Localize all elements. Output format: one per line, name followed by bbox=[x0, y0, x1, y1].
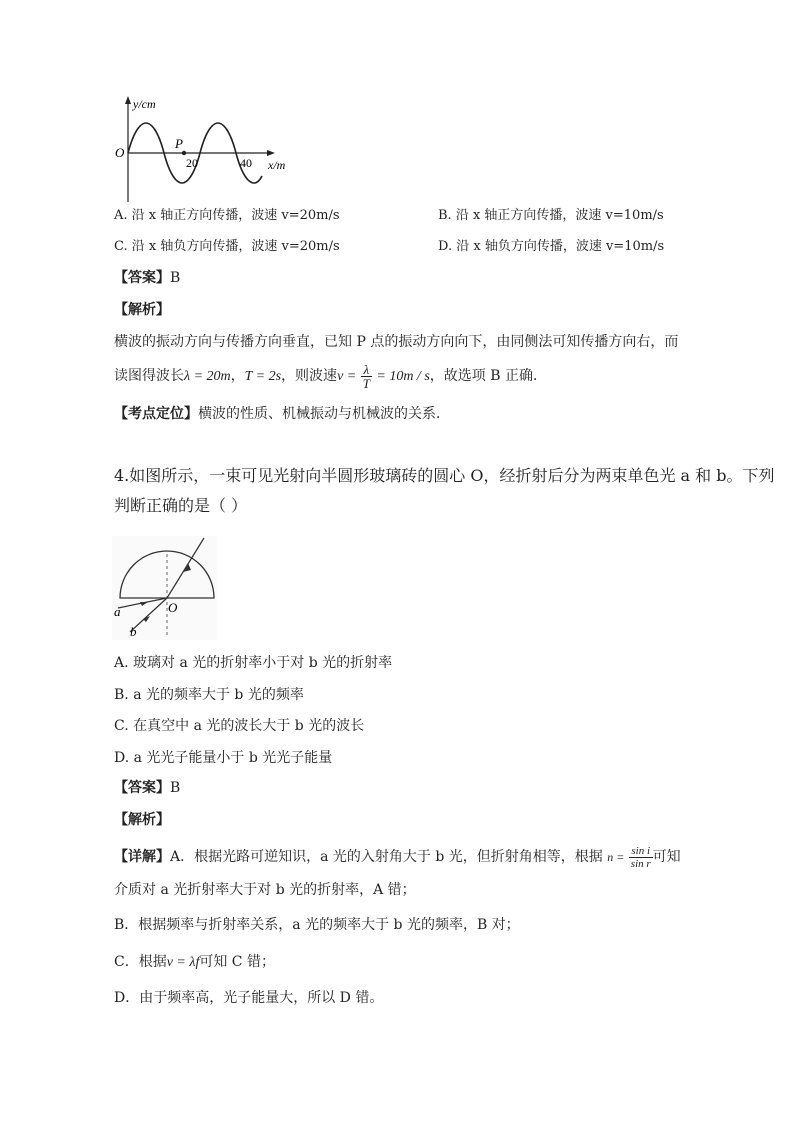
answer-value: B bbox=[170, 270, 181, 286]
q3-option-d: D. 沿 x 轴负方向传播，波速 v=10m/s bbox=[438, 239, 665, 254]
frac-den: sin r bbox=[630, 857, 651, 870]
kaodian-tag: 【考点定位】 bbox=[114, 406, 198, 422]
q4-option-c: C. 在真空中 a 光的波长大于 b 光的波长 bbox=[114, 718, 365, 734]
label-x: x/m bbox=[268, 158, 286, 172]
q3-option-b: B. 沿 x 轴正方向传播，波速 v=10m/s bbox=[438, 208, 664, 223]
q4-detail-line2: 介质对 a 光折射率大于对 b 光的折射率，A 错； bbox=[114, 882, 416, 898]
lambda-eq: λ = 20m bbox=[184, 369, 231, 384]
text: 可知 C 错； bbox=[199, 954, 275, 970]
tick-20: 20 bbox=[186, 156, 198, 170]
q4-analysis-tag: 【解析】 bbox=[114, 812, 170, 828]
text: A．根据光路可逆知识，a 光的入射角大于 b 光，但折射角相等，根据 bbox=[170, 849, 603, 865]
text: C．根据 bbox=[114, 954, 167, 970]
text: 读图得波长 bbox=[114, 368, 184, 384]
q3-answer bbox=[114, 268, 180, 288]
tick-40: 40 bbox=[240, 156, 252, 170]
label-a: a bbox=[114, 604, 121, 619]
q3-option-c: C. 沿 x 轴负方向传播，波速 v=20m/s bbox=[114, 239, 340, 254]
q4-option-b: B. a 光的频率大于 b 光的频率 bbox=[114, 687, 304, 703]
answer-tag: 【答案】 bbox=[114, 780, 170, 796]
q4-detail-line3: B．根据频率与折射率关系，a 光的频率大于 b 光的频率，B 对； bbox=[114, 917, 520, 933]
x-axis-arrow bbox=[267, 150, 275, 156]
frac-num: λ bbox=[361, 363, 372, 377]
text: 可知 bbox=[652, 849, 681, 865]
y-axis-arrow bbox=[125, 96, 131, 104]
label-o: O bbox=[168, 600, 178, 615]
label-b: b bbox=[130, 624, 137, 639]
text: ，则波速 bbox=[281, 368, 338, 384]
point-p bbox=[182, 151, 186, 155]
kaodian-text: 横波的性质、机械振动与机械波的关系． bbox=[198, 406, 450, 422]
detail-tag: 【详解】 bbox=[114, 849, 170, 865]
q4-option-d: D. a 光光子能量小于 b 光光子能量 bbox=[114, 750, 333, 766]
frac-den: T bbox=[362, 375, 370, 391]
q4-stem-line1: 4.如图所示，一束可见光射向半圆形玻璃砖的圆心 O，经折射后分为两束单色光 a 和 b。下列 bbox=[114, 466, 775, 485]
text: ，故选项 B 正确． bbox=[429, 368, 547, 384]
v-eq: v = bbox=[337, 369, 357, 384]
semicircle-figure bbox=[112, 536, 217, 640]
wave-graph bbox=[110, 94, 295, 206]
q4-detail-line1 bbox=[114, 842, 681, 872]
q4-answer bbox=[114, 778, 180, 798]
q4-detail-line4 bbox=[114, 952, 275, 973]
label-y: y/cm bbox=[133, 97, 156, 111]
wave-formula: v = λf bbox=[166, 955, 200, 970]
text: ， bbox=[230, 368, 245, 384]
v-result: = 10m / s bbox=[376, 369, 430, 384]
label-p: P bbox=[175, 136, 183, 151]
answer-tag: 【答案】 bbox=[114, 270, 170, 286]
n-eq: n = bbox=[607, 850, 625, 864]
q4-stem-line2: 判断正确的是（ ） bbox=[114, 496, 248, 515]
q4-detail-line5: D．由于频率高，光子能量大，所以 D 错。 bbox=[114, 990, 384, 1006]
q3-kaodian bbox=[114, 404, 450, 424]
q4-option-a: A. 玻璃对 a 光的折射率小于对 b 光的折射率 bbox=[114, 655, 393, 671]
label-origin: O bbox=[115, 145, 125, 160]
frac-num: sin i bbox=[629, 845, 653, 858]
q3-analysis-tag: 【解析】 bbox=[114, 302, 170, 318]
snell-fraction bbox=[629, 845, 653, 870]
q3-analysis-line1: 横波的振动方向与传播方向垂直，已知 P 点的振动方向向下，由同侧法可知传播方向右，而 bbox=[114, 334, 679, 350]
period-eq: T = 2s bbox=[244, 369, 282, 384]
q3-option-a: A. 沿 x 轴正方向传播，波速 v=20m/s bbox=[114, 208, 340, 223]
lambda-over-t bbox=[361, 363, 372, 390]
q3-analysis-line2 bbox=[114, 358, 547, 395]
answer-value: B bbox=[170, 780, 181, 796]
